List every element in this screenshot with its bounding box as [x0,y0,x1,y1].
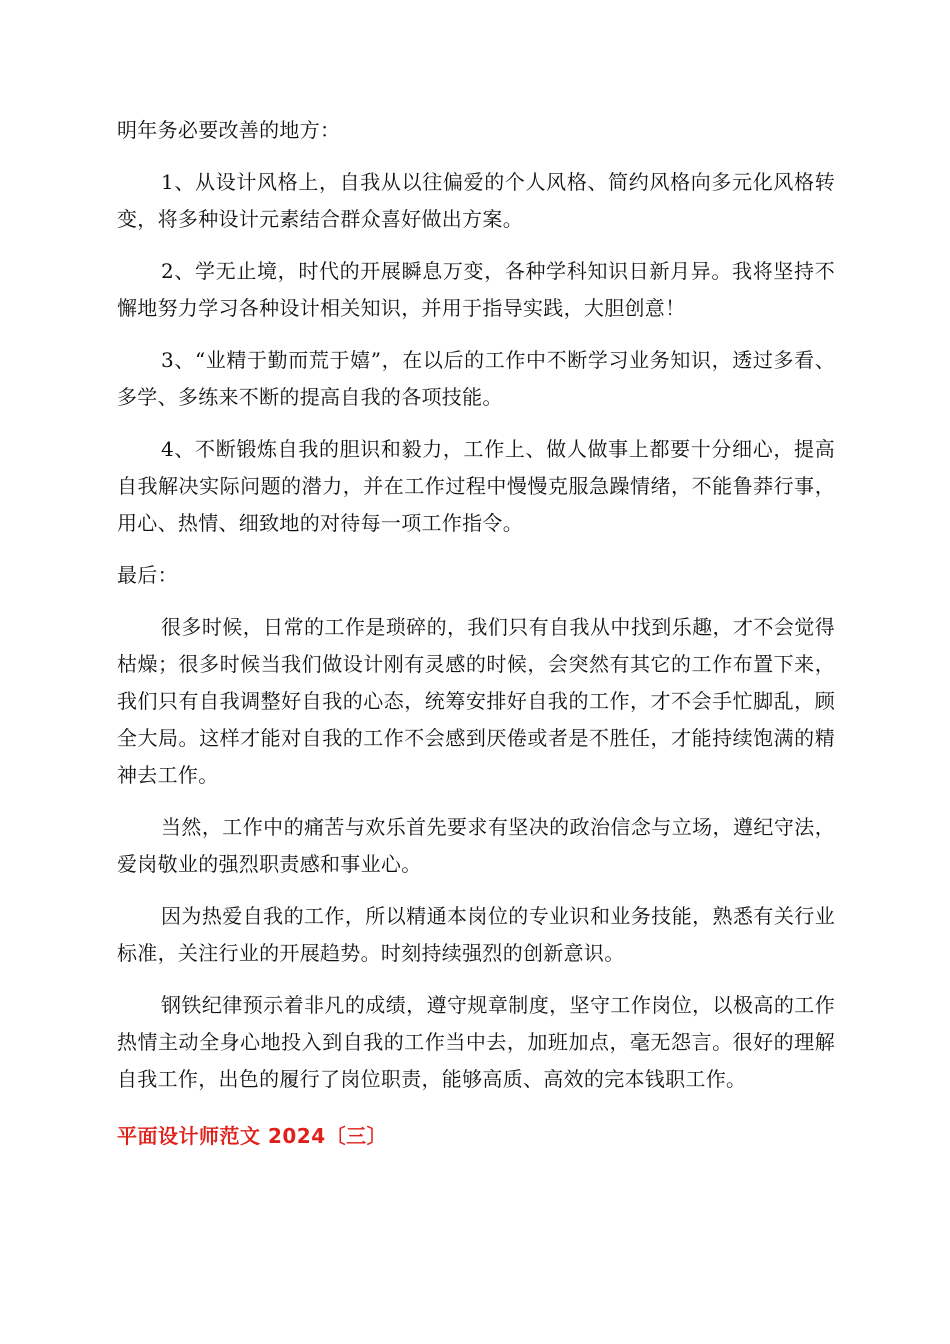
closing-paragraph-2: 当然，工作中的痛苦与欢乐首先要求有坚决的政治信念与立场，遵纪守法，爱岗敬业的强烈职责感和事业心。 [117,815,835,876]
improvement-item-1: 1、从设计风格上，自我从以往偏爱的个人风格、简约风格向多元化风格转变，将多种设计元素结合群众喜好做出方案。 [117,170,835,231]
improvement-item-4: 4、不断锻炼自我的胆识和毅力，工作上、做人做事上都要十分细心，提高自我解决实际问题的潜力，并在工作过程中慢慢克服急躁情绪，不能鲁莽行事，用心、热情、细致地的对待每一项工作指令。 [117,437,835,535]
intro-label: 明年务必要改善的地方： [117,118,341,142]
closing-paragraph-1: 很多时候，日常的工作是琐碎的，我们只有自我从中找到乐趣，才不会觉得枯燥；很多时候当我们做设计刚有灵感的时候，会突然有其它的工作布置下来，我们只有自我调整好自我的心态，统筹安排好自我的工作，才不会手忙脚乱，顾全大局。这样才能对自我的工作不会感到厌倦或者是不胜任，才能持续饱满的精神去工作。 [117,615,835,787]
closing-paragraph-3: 因为热爱自我的工作，所以精通本岗位的专业识和业务技能，熟悉有关行业标准，关注行业的开展趋势。时刻持续强烈的创新意识。 [117,904,835,965]
improvement-item-3: 3、“业精于勤而荒于嬉”，在以后的工作中不断学习业务知识，透过多看、多学、多练来不断的提高自我的各项技能。 [117,348,835,409]
section-heading: 平面设计师范文 2024〔三〕 [117,1124,388,1148]
improvement-item-2: 2、学无止境，时代的开展瞬息万变，各种学科知识日新月异。我将坚持不懈地努力学习各种设计相关知识，并用于指导实践，大胆创意！ [117,259,835,320]
closing-paragraph-4: 钢铁纪律预示着非凡的成绩，遵守规章制度，坚守工作岗位，以极高的工作热情主动全身心地投入到自我的工作当中去，加班加点，毫无怨言。很好的理解自我工作，出色的履行了岗位职责，能够高质、高效的完本钱职工作。 [117,993,835,1091]
closing-label: 最后： [117,563,178,587]
document-page [117,112,835,1154]
